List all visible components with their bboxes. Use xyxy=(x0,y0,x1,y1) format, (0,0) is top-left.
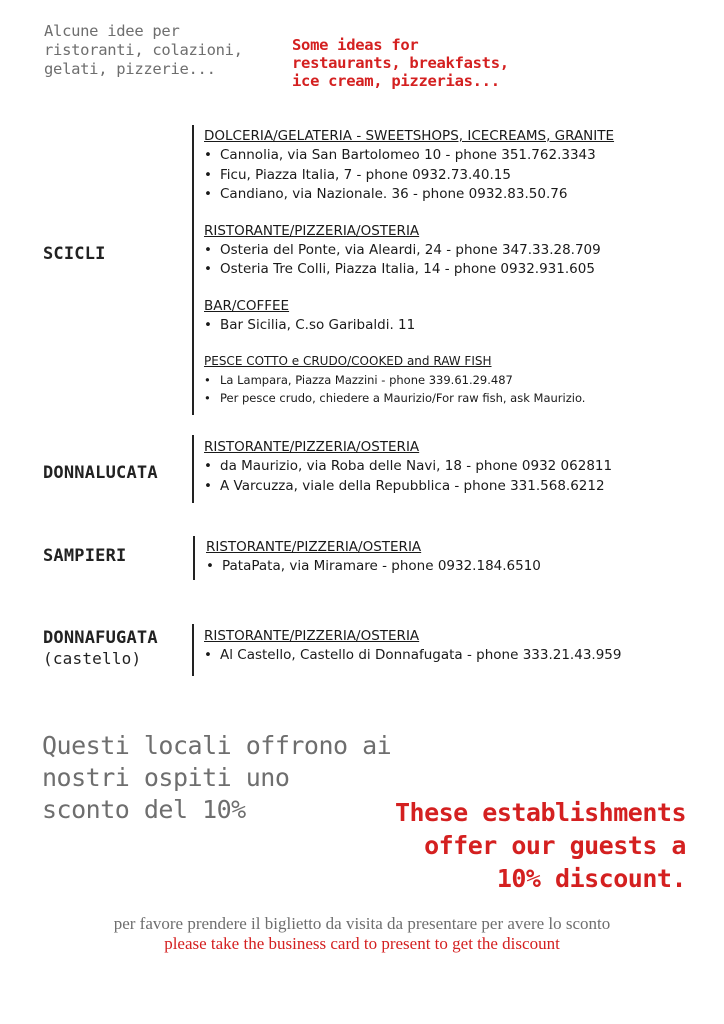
group-restaurants xyxy=(204,627,704,666)
category-heading: RISTORANTE/PIZZERIA/OSTERIA xyxy=(204,628,420,644)
list-item xyxy=(204,457,704,477)
group-sweetshops xyxy=(204,127,704,205)
list-item xyxy=(204,646,704,666)
category-heading: RISTORANTE/PIZZERIA/OSTERIA xyxy=(204,222,420,239)
note-italian: per favore prendere il biglietto da visita da presentare per avere lo sconto xyxy=(113,914,611,933)
category-heading: BAR/COFFEE xyxy=(204,297,290,314)
note-english: please take the business card to present to get the discount xyxy=(164,934,560,953)
list-item-text: Ficu, Piazza Italia, 7 - phone 0932.73.40.15 xyxy=(220,166,511,183)
list-item xyxy=(204,260,704,280)
list-item-text: La Lampara, Piazza Mazzini - phone 339.61.29.487 xyxy=(220,373,513,387)
category-heading: PESCE COTTO e CRUDO/COOKED and RAW FISH xyxy=(204,354,492,368)
list-item xyxy=(204,389,704,407)
divider-scicli xyxy=(192,125,194,415)
list-item-text: Osteria del Ponte, via Aleardi, 24 - phone 347.33.28.709 xyxy=(220,241,601,258)
town-sampieri: SAMPIERI xyxy=(43,546,127,566)
list-item-text: Osteria Tre Colli, Piazza Italia, 14 - phone 0932.931.605 xyxy=(220,261,595,277)
section-scicli xyxy=(204,127,704,407)
category-heading: RISTORANTE/PIZZERIA/OSTERIA xyxy=(204,439,420,455)
list-item xyxy=(204,371,704,389)
group-restaurants xyxy=(204,438,704,496)
town-donnafugata xyxy=(43,628,158,668)
town-name: DONNAFUGATA xyxy=(43,628,158,648)
bullet-icon: • xyxy=(204,647,212,663)
bullet-icon: • xyxy=(206,558,214,574)
divider-donnalucata xyxy=(192,435,194,503)
list-item xyxy=(204,146,704,166)
bullet-icon: • xyxy=(204,186,212,202)
bullet-icon: • xyxy=(204,261,212,277)
list-item-text: Per pesce crudo, chiedere a Maurizio/For raw fish, ask Maurizio. xyxy=(220,391,586,405)
bullet-icon: • xyxy=(204,166,212,183)
offer-italian: Questi locali offrono ai nostri ospiti uno sconto del 10% xyxy=(42,731,392,824)
intro-italian: Alcune idee per ristoranti, colazioni, gelati, pizzerie... xyxy=(44,22,243,78)
bullet-icon: • xyxy=(204,316,212,333)
bullet-icon: • xyxy=(204,458,212,474)
town-donnalucata: DONNALUCATA xyxy=(43,463,158,483)
list-item-text: Candiano, via Nazionale. 36 - phone 0932.83.50.76 xyxy=(220,186,568,202)
list-item-text: Bar Sicilia, C.so Garibaldi. 11 xyxy=(220,316,416,333)
list-item-text: PataPata, via Miramare - phone 0932.184.6510 xyxy=(222,558,541,574)
category-heading: RISTORANTE/PIZZERIA/OSTERIA xyxy=(206,539,422,555)
list-item xyxy=(204,477,704,497)
divider-sampieri xyxy=(193,536,195,580)
group-restaurants xyxy=(206,538,706,577)
group-bar-coffee xyxy=(204,297,704,336)
intro-english: Some ideas for restaurants, breakfasts, ice cream, pizzerias... xyxy=(292,36,509,90)
list-item-text: da Maurizio, via Roba delle Navi, 18 - phone 0932 062811 xyxy=(220,458,613,474)
offer-english: These establishments offer our guests a 10% discount. xyxy=(394,798,686,893)
section-sampieri xyxy=(206,538,706,577)
list-item xyxy=(204,185,704,205)
group-restaurants xyxy=(204,222,704,280)
section-donnafugata xyxy=(204,627,704,666)
list-item-text: Al Castello, Castello di Donnafugata - phone 333.21.43.959 xyxy=(220,647,622,663)
list-item-text: Cannolia, via San Bartolomeo 10 - phone 351.762.3343 xyxy=(220,147,596,163)
list-item xyxy=(206,557,706,577)
list-item xyxy=(204,166,704,186)
bullet-icon: • xyxy=(204,373,211,387)
group-fish xyxy=(204,352,704,407)
section-donnalucata xyxy=(204,438,704,496)
category-heading: DOLCERIA/GELATERIA - SWEETSHOPS, ICECREAMS, GRANITE xyxy=(204,128,615,144)
town-subtitle: (castello) xyxy=(43,649,142,668)
list-item xyxy=(204,316,704,336)
divider-donnafugata xyxy=(192,624,194,676)
bullet-icon: • xyxy=(204,391,211,405)
bullet-icon: • xyxy=(204,147,212,163)
town-scicli: SCICLI xyxy=(43,244,106,264)
bullet-icon: • xyxy=(204,477,212,494)
list-item-text: A Varcuzza, viale della Repubblica - phone 331.568.6212 xyxy=(220,477,605,494)
bullet-icon: • xyxy=(204,241,212,258)
list-item xyxy=(204,241,704,261)
